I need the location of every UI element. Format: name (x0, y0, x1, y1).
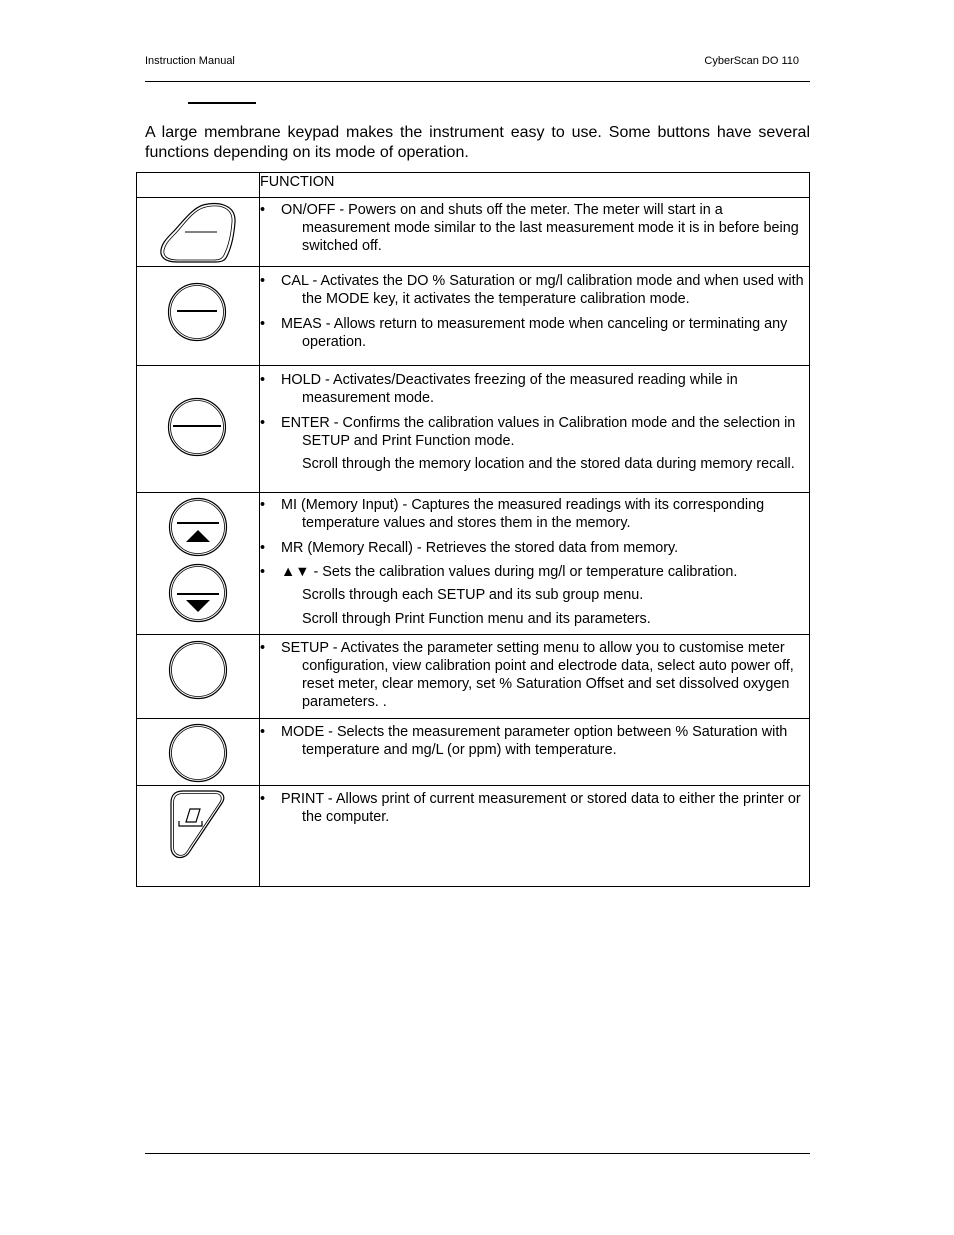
function-cell (260, 267, 810, 366)
key-cell (137, 198, 260, 267)
function-item: • SETUP - Activates the parameter setting menu to allow you to customise meter configuration, view calibration point and electrode data, select auto power off, reset meter, clear memory, set % Saturation Offset and set dissolved oxygen parameters. . (260, 639, 809, 711)
key-cell (137, 635, 260, 719)
table-row (137, 366, 810, 493)
function-item: • MEAS - Allows return to measurement mode when canceling or terminating any operation. (260, 315, 809, 351)
function-note: Scrolls through each SETUP and its sub group menu. (302, 587, 644, 603)
key-cell (137, 267, 260, 366)
table-row (137, 635, 810, 719)
table-row (137, 267, 810, 366)
function-cell (260, 719, 810, 786)
table-row (137, 198, 810, 267)
footer-rule (145, 1153, 810, 1154)
function-cell (260, 635, 810, 719)
function-item: • MODE - Selects the measurement parameter option between % Saturation with temperature and mg/L (or ppm) with temperature. (260, 723, 809, 759)
cal-meas-key-icon (167, 281, 227, 343)
function-item: • ▲▼ - Sets the calibration values during mg/l or temperature calibration. (260, 563, 809, 581)
function-cell (260, 786, 810, 887)
key-column-header (137, 173, 260, 198)
table-header-row (137, 173, 810, 198)
function-cell (260, 198, 810, 267)
function-item: • ON/OFF - Powers on and shuts off the meter. The meter will start in a measurement mode similar to the last measurement mode it is in before being switched off. (260, 201, 809, 255)
function-item: • MI (Memory Input) - Captures the measured readings with its corresponding temperature values and stores them in the memory. (260, 496, 809, 532)
function-note: Scroll through the memory location and the stored data during memory recall. (302, 456, 795, 472)
header-right: CyberScan DO 110 (704, 55, 799, 67)
function-item: • MR (Memory Recall) - Retrieves the stored data from memory. (260, 539, 809, 557)
hold-enter-key-icon (167, 396, 227, 458)
function-cell (260, 366, 810, 493)
setup-key-icon (168, 639, 228, 701)
table-row (137, 786, 810, 887)
table-row (137, 493, 810, 635)
function-item: • CAL - Activates the DO % Saturation or mg/l calibration mode and when used with the MODE key, it activates the temperature calibration mode. (260, 272, 809, 308)
up-down-arrow-keys-icon (167, 496, 229, 628)
function-item: • HOLD - Activates/Deactivates freezing of the measured reading while in measurement mode. (260, 371, 809, 407)
header-left: Instruction Manual (145, 55, 235, 67)
function-column-header: FUNCTION (260, 173, 810, 198)
print-key-icon (169, 789, 231, 859)
function-item: • ENTER - Confirms the calibration values in Calibration mode and the selection in SETUP and Print Function mode. (260, 414, 809, 450)
table-row (137, 719, 810, 786)
key-cell (137, 493, 260, 635)
mode-key-icon (168, 722, 228, 784)
section-heading-mark (188, 102, 256, 104)
keypad-function-table (136, 172, 810, 887)
function-cell (260, 493, 810, 635)
key-cell (137, 366, 260, 493)
intro-paragraph: A large membrane keypad makes the instrument easy to use. Some buttons have several functions depending on its mode of operation. (145, 124, 810, 161)
key-cell (137, 719, 260, 786)
function-item: • PRINT - Allows print of current measurement or stored data to either the printer or the computer. (260, 790, 809, 826)
key-cell (137, 786, 260, 887)
function-note: Scroll through Print Function menu and its parameters. (302, 611, 651, 627)
header-rule (145, 81, 810, 82)
onoff-key-icon (159, 202, 239, 264)
